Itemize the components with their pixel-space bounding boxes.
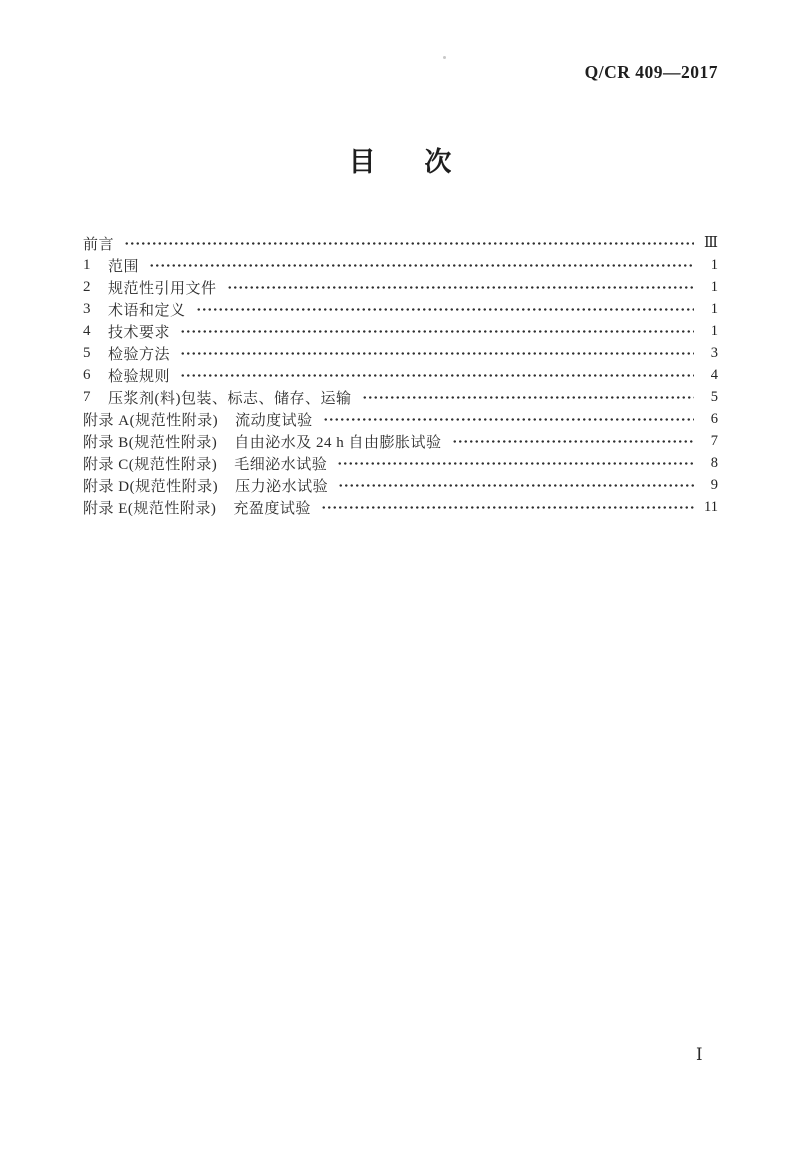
toc-entry-annex-a bbox=[83, 408, 718, 430]
toc-entry-scope bbox=[83, 254, 718, 276]
toc-entry-label: 前言 bbox=[83, 236, 115, 253]
toc-entry-label: 术语和定义 bbox=[108, 302, 186, 319]
toc-entry-page-number: 1 bbox=[710, 278, 718, 295]
toc-entry-subtitle: 毛细泌水试验 bbox=[234, 456, 328, 473]
toc-entry-technical-requirements bbox=[83, 320, 718, 342]
standard-number: Q/CR 409—2017 bbox=[584, 62, 718, 82]
toc-entry-page-number: 11 bbox=[704, 498, 718, 515]
toc-entry-number: 7 bbox=[83, 388, 91, 405]
dot-leader bbox=[180, 346, 694, 361]
toc-entry-label: 检验方法 bbox=[108, 346, 171, 363]
dot-leader bbox=[149, 258, 694, 273]
toc-entry-page-number: 6 bbox=[710, 410, 718, 427]
toc-entry-number: 6 bbox=[83, 366, 91, 383]
toc-entry-annex-e bbox=[83, 496, 718, 518]
toc-entry-page-number: 1 bbox=[710, 322, 718, 339]
toc-entry-subtitle: 流动度试验 bbox=[235, 412, 313, 429]
toc-entry-subtitle: 压力泌水试验 bbox=[235, 478, 329, 495]
toc-entry-number: 4 bbox=[83, 322, 91, 339]
dot-leader bbox=[180, 324, 694, 339]
toc-entry-page-number: 7 bbox=[710, 432, 718, 449]
toc-entry-page-number: 9 bbox=[710, 476, 718, 493]
toc-entry-page-number: 3 bbox=[710, 344, 718, 361]
toc-entry-number: 3 bbox=[83, 300, 91, 317]
toc-entry-subtitle: 自由泌水及 24 h 自由膨胀试验 bbox=[234, 434, 442, 451]
dot-leader bbox=[180, 368, 694, 383]
toc-entry-label: 技术要求 bbox=[108, 324, 171, 341]
toc-entry-inspection-rules bbox=[83, 364, 718, 386]
toc-list bbox=[83, 232, 718, 518]
toc-entry-label: 范围 bbox=[108, 258, 140, 275]
toc-entry-annex-c bbox=[83, 452, 718, 474]
toc-entry-label: 附录 D(规范性附录) bbox=[83, 478, 219, 495]
dot-leader bbox=[338, 478, 694, 493]
toc-entry-number: 5 bbox=[83, 344, 91, 361]
scan-artifact-dot bbox=[443, 56, 446, 59]
dot-leader bbox=[196, 302, 694, 317]
toc-entry-number: 1 bbox=[83, 256, 91, 273]
dot-leader bbox=[227, 280, 694, 295]
dot-leader bbox=[337, 456, 694, 471]
dot-leader bbox=[452, 434, 694, 449]
toc-entry-packaging-marking-storage-transport bbox=[83, 386, 718, 408]
toc-entry-label: 检验规则 bbox=[108, 368, 171, 385]
toc-entry-label: 附录 C(规范性附录) bbox=[83, 456, 218, 473]
toc-entry-label: 附录 E(规范性附录) bbox=[83, 500, 217, 517]
toc-entry-inspection-methods bbox=[83, 342, 718, 364]
toc-entry-label: 压浆剂(料)包装、标志、储存、运输 bbox=[108, 390, 352, 407]
toc-entry-subtitle: 充盈度试验 bbox=[233, 500, 311, 517]
toc-entry-label: 附录 B(规范性附录) bbox=[83, 434, 218, 451]
page-number-footer: Ⅰ bbox=[696, 1045, 703, 1064]
toc-entry-normative-references bbox=[83, 276, 718, 298]
page-title: 目 次 bbox=[348, 147, 452, 177]
toc-entry-page-number: 1 bbox=[710, 256, 718, 273]
toc-entry-terms-definitions bbox=[83, 298, 718, 320]
toc-entry-annex-b bbox=[83, 430, 718, 452]
toc-entry-foreword bbox=[83, 232, 718, 254]
dot-leader bbox=[321, 500, 694, 515]
dot-leader bbox=[362, 390, 695, 405]
dot-leader bbox=[323, 412, 694, 427]
toc-entry-number: 2 bbox=[83, 278, 91, 295]
toc-entry-annex-d bbox=[83, 474, 718, 496]
toc-entry-label: 附录 A(规范性附录) bbox=[83, 412, 219, 429]
toc-entry-page-number: 5 bbox=[710, 388, 718, 405]
toc-entry-page-number: Ⅲ bbox=[704, 234, 718, 251]
toc-entry-page-number: 4 bbox=[710, 366, 718, 383]
toc-entry-page-number: 8 bbox=[710, 454, 718, 471]
toc-entry-label: 规范性引用文件 bbox=[108, 280, 217, 297]
dot-leader bbox=[124, 236, 694, 251]
toc-entry-page-number: 1 bbox=[710, 300, 718, 317]
